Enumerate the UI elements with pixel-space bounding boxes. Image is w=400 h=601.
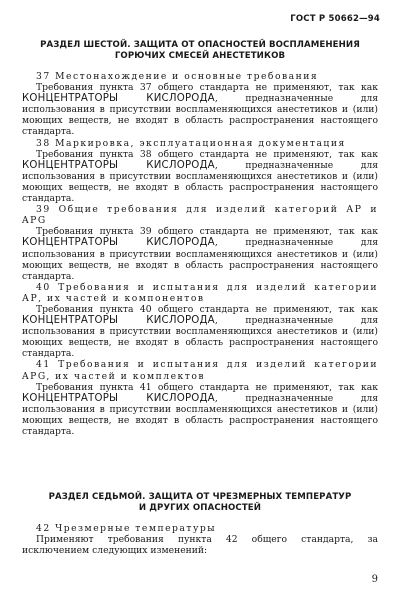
clause-heading: 41 Требования и испытания для изделий категории APG, их частей и комплектов [22, 359, 378, 382]
clause-37 [22, 71, 378, 138]
clause-42-heading: 42 Чрезмерные температуры [36, 523, 217, 534]
clause-text-before: Требования пункта 41 общего стандарта не применяют, так как [36, 381, 378, 393]
section-7-title-line-2: И ДРУГИХ ОПАСНОСТЕЙ [138, 503, 262, 513]
clause-text-before: Требования пункта 38 общего стандарта не применяют, так как [36, 148, 378, 160]
standard-header: ГОСТ Р 50662—94 [290, 14, 380, 24]
clause-heading: 39 Общие требования для изделий категорий АР и APG [22, 204, 378, 227]
section-6-body [22, 71, 378, 437]
clause-39 [22, 204, 378, 282]
clause-caps-term: КОНЦЕНТРАТОРЫ КИСЛОРОДА [22, 392, 215, 404]
clause-text-before: Требования пункта 37 общего стандарта не применяют, так как [36, 82, 378, 94]
clause-text-before: Требования пункта 40 общего стандарта не применяют, так как [36, 303, 378, 315]
clause-text-after: , предназначенные для использования в присутствии воспламеняющихся анестетиков и (или) моющих веществ, не входят в область распространения настоящего стандарта. [22, 237, 378, 282]
section-6-title-line-1: РАЗДЕЛ ШЕСТОЙ. ЗАЩИТА ОТ ОПАСНОСТЕЙ ВОСПЛАМЕНЕНИЯ [40, 40, 360, 50]
clause-heading: 38 Маркировка, эксплуатационная документация [36, 137, 346, 149]
clause-paragraph [22, 226, 378, 281]
clause-paragraph [22, 304, 378, 359]
clause-text-before: Требования пункта 39 общего стандарта не применяют, так как [36, 226, 378, 238]
clause-paragraph [22, 382, 378, 437]
clause-42-paragraph: Применяют требования пункта 42 общего стандарта, за исключением следующих изменений: [22, 534, 378, 557]
clause-text-after: , предназначенные для использования в присутствии воспламеняющихся анестетиков и (или) моющих веществ, не входят в область распространения настоящего стандарта. [22, 93, 378, 138]
section-7-title [22, 492, 378, 514]
clause-caps-term: КОНЦЕНТРАТОРЫ КИСЛОРОДА [22, 93, 215, 105]
clause-heading: 37 Местонахождение и основные требования [36, 71, 319, 82]
section-6-title-line-2: ГОРЮЧИХ СМЕСЕЙ АНЕСТЕТИКОВ [114, 51, 286, 61]
clause-text-after: , предназначенные для использования в присутствии воспламеняющихся анестетиков и (или) моющих веществ, не входят в область распространения настоящего стандарта. [22, 315, 378, 360]
clause-38 [22, 138, 378, 205]
section-7-title-line-1: РАЗДЕЛ СЕДЬМОЙ. ЗАЩИТА ОТ ЧРЕЗМЕРНЫХ ТЕМПЕРАТУР [48, 492, 352, 502]
clause-heading: 40 Требования и испытания для изделий категории АР, их частей и компонентов [22, 281, 378, 304]
clause-paragraph [22, 82, 378, 137]
clause-caps-term: КОНЦЕНТРАТОРЫ КИСЛОРОДА [22, 159, 215, 171]
clause-40 [22, 282, 378, 360]
clause-text-after: , предназначенные для использования в присутствии воспламеняющихся анестетиков и (или) моющих веществ, не входят в область распространения настоящего стандарта. [22, 392, 378, 437]
clause-41 [22, 359, 378, 437]
clause-caps-term: КОНЦЕНТРАТОРЫ КИСЛОРОДА [22, 237, 215, 249]
page-number: 9 [371, 574, 378, 585]
clause-text-after: , предназначенные для использования в присутствии воспламеняющихся анестетиков и (или) моющих веществ, не входят в область распространения настоящего стандарта. [22, 159, 378, 205]
clause-caps-term: КОНЦЕНТРАТОРЫ КИСЛОРОДА [22, 315, 215, 327]
section-7-body [22, 523, 378, 556]
clause-paragraph [22, 149, 378, 204]
section-6-title [22, 40, 378, 62]
